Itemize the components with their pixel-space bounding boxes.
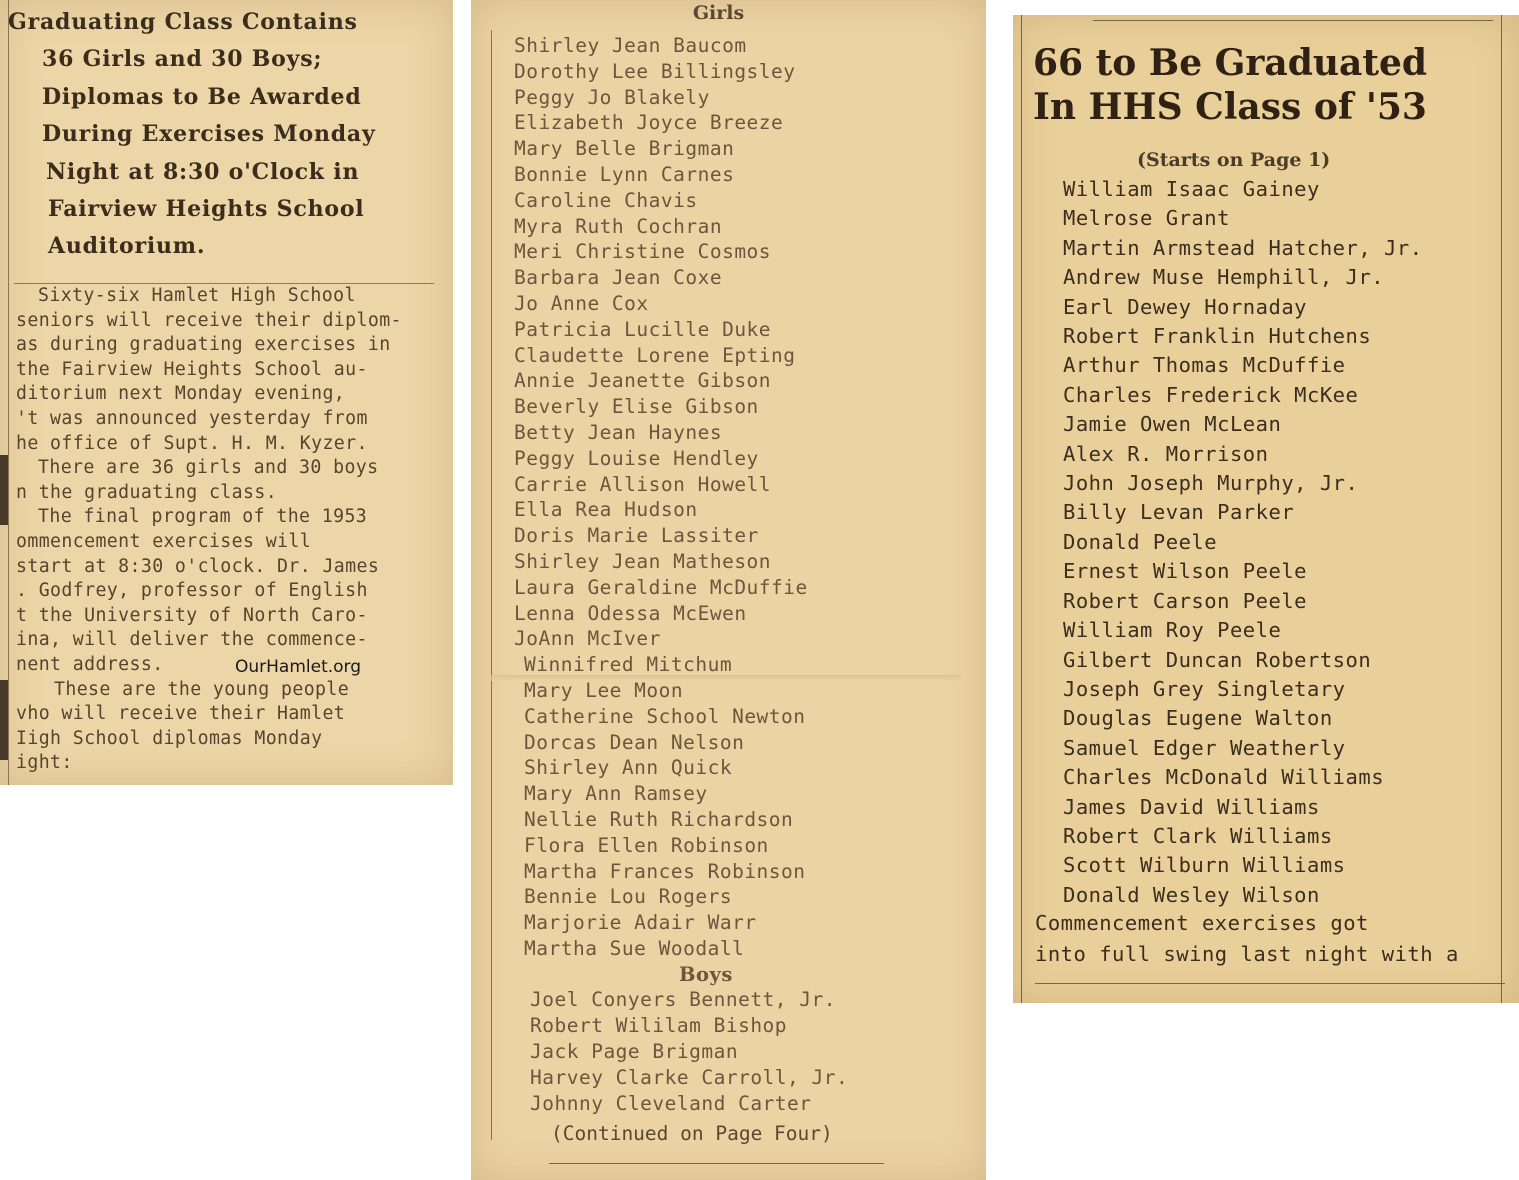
body-line: The final program of the 1953 xyxy=(38,506,368,528)
body-line: into full swing last night with a xyxy=(1035,942,1459,966)
boy-name: Martin Armstead Hatcher, Jr. xyxy=(1063,235,1423,260)
body-line: as during graduating exercises in xyxy=(16,334,391,356)
headline-line: Auditorium. xyxy=(48,233,206,260)
boy-name: Scott Wilburn Williams xyxy=(1063,853,1346,878)
boy-name: Jack Page Brigman xyxy=(530,1040,739,1064)
boy-name: Charles McDonald Williams xyxy=(1063,765,1385,790)
headline-line: In HHS Class of '53 xyxy=(1033,86,1427,128)
girl-name: Ella Rea Hudson xyxy=(514,498,698,522)
boy-name: Samuel Edger Weatherly xyxy=(1063,735,1346,760)
headline-line: During Exercises Monday xyxy=(42,121,376,148)
boy-name: Billy Levan Parker xyxy=(1063,500,1295,525)
girl-name: Laura Geraldine McDuffie xyxy=(514,575,808,599)
girl-name: Mary Belle Brigman xyxy=(514,137,735,161)
girl-name: Shirley Jean Matheson xyxy=(514,549,772,573)
boy-name: Robert Wililam Bishop xyxy=(530,1014,788,1038)
body-line: he office of Supt. H. M. Kyzer. xyxy=(16,432,368,454)
girl-name: Lenna Odessa McEwen xyxy=(514,601,747,625)
headline-line: Night at 8:30 o'Clock in xyxy=(46,158,360,185)
boys-list-continued xyxy=(1063,175,1423,910)
girls-list xyxy=(514,33,848,1116)
clipping-right xyxy=(1013,15,1519,1003)
boy-name: James David Williams xyxy=(1063,794,1320,819)
girl-name: Mary Lee Moon xyxy=(524,678,684,702)
girl-name: Martha Sue Woodall xyxy=(524,936,745,960)
boy-name: Robert Carson Peele xyxy=(1063,588,1307,613)
clipping-left xyxy=(0,0,453,785)
girl-name: Jo Anne Cox xyxy=(514,291,649,315)
body-line: Commencement exercises got xyxy=(1035,911,1369,935)
girl-name: Elizabeth Joyce Breeze xyxy=(514,111,784,135)
girl-name: Peggy Louise Hendley xyxy=(514,446,759,470)
body-line: start at 8:30 o'clock. Dr. James xyxy=(16,555,380,577)
boy-name: William Isaac Gainey xyxy=(1063,177,1320,201)
boy-name: Melrose Grant xyxy=(1063,206,1230,231)
girl-name: Dorcas Dean Nelson xyxy=(524,730,745,754)
girl-name: Claudette Lorene Epting xyxy=(514,343,796,367)
body-line: Sixty-six Hamlet High School xyxy=(38,285,356,306)
boy-name: Arthur Thomas McDuffie xyxy=(1063,353,1346,378)
girl-name: Meri Christine Cosmos xyxy=(514,240,772,264)
boy-name: Joel Conyers Bennett, Jr. xyxy=(530,988,836,1012)
body-line: ditorium next Monday evening, xyxy=(16,383,346,405)
headline-line: Graduating Class Contains xyxy=(8,9,358,35)
girl-name: Bennie Lou Rogers xyxy=(524,885,733,909)
divider xyxy=(1035,983,1505,984)
boy-name: Ernest Wilson Peele xyxy=(1063,559,1307,584)
headline-line: Diplomas to Be Awarded xyxy=(42,83,362,110)
column-rule xyxy=(8,0,9,785)
girl-name: Carrie Allison Howell xyxy=(514,472,772,496)
boy-name: Gilbert Duncan Robertson xyxy=(1063,647,1372,672)
girl-name: Shirley Ann Quick xyxy=(524,756,733,780)
girl-name: Myra Ruth Cochran xyxy=(514,214,723,238)
boy-name: Harvey Clarke Carroll, Jr. xyxy=(530,1065,849,1089)
headline-line: 36 Girls and 30 Boys; xyxy=(42,46,323,73)
boy-name: Earl Dewey Hornaday xyxy=(1063,294,1307,319)
headline-line: 66 to Be Graduated xyxy=(1033,42,1428,84)
boy-name: William Roy Peele xyxy=(1063,618,1282,643)
boy-name: John Joseph Murphy, Jr. xyxy=(1063,471,1359,496)
girl-name: Patricia Lucille Duke xyxy=(514,317,772,341)
body-line: There are 36 girls and 30 boys xyxy=(38,457,379,479)
boy-name: Jamie Owen McLean xyxy=(1063,412,1282,437)
closing-paragraph xyxy=(1035,908,1459,970)
boys-heading: Boys xyxy=(679,962,733,986)
headline-deck xyxy=(8,4,394,266)
body-line: ight: xyxy=(16,752,73,774)
girl-name: Mary Ann Ramsey xyxy=(524,782,708,806)
headline-line: Fairview Heights School xyxy=(48,196,365,223)
starts-note: (Starts on Page 1) xyxy=(1137,149,1331,171)
column-rule xyxy=(1501,15,1502,1003)
girl-name: Beverly Elise Gibson xyxy=(514,395,759,419)
boy-name: Donald Peele xyxy=(1063,529,1218,554)
girl-name: Dorothy Lee Billingsley xyxy=(514,59,796,83)
divider xyxy=(549,1163,884,1164)
divider xyxy=(1093,20,1493,21)
girl-name: Bonnie Lynn Carnes xyxy=(514,162,735,186)
boy-name: Charles Frederick McKee xyxy=(1063,382,1359,407)
body-line: ina, will deliver the commence- xyxy=(16,629,368,651)
watermark: OurHamlet.org xyxy=(235,657,362,677)
girl-name: Caroline Chavis xyxy=(514,188,698,212)
boy-name: Donald Wesley Wilson xyxy=(1063,882,1320,907)
boy-name: Robert Franklin Hutchens xyxy=(1063,324,1372,349)
girl-name: Martha Frances Robinson xyxy=(524,859,806,883)
girl-name: Barbara Jean Coxe xyxy=(514,266,723,290)
page-edge-shadow xyxy=(0,680,8,760)
body-line: nent address. xyxy=(16,653,164,675)
body-line: . Godfrey, professor of English xyxy=(16,580,368,602)
boy-name: Douglas Eugene Walton xyxy=(1063,706,1333,731)
body-line: the Fairview Heights School au- xyxy=(16,358,368,380)
article-body xyxy=(16,284,426,776)
girl-name: Marjorie Adair Warr xyxy=(524,911,757,935)
boy-name: Johnny Cleveland Carter xyxy=(530,1091,812,1115)
continued-note: (Continued on Page Four) xyxy=(551,1122,833,1145)
girl-name: Annie Jeanette Gibson xyxy=(514,369,772,393)
body-line: 't was announced yesterday from xyxy=(16,407,368,429)
body-line: t the University of North Caro- xyxy=(16,604,368,626)
body-line: seniors will receive their diplom- xyxy=(16,309,402,331)
page-edge-shadow xyxy=(0,455,8,525)
clipping-middle xyxy=(471,0,986,1180)
body-line: These are the young people xyxy=(54,678,350,700)
girl-name: Catherine School Newton xyxy=(524,704,806,728)
girls-heading: Girls xyxy=(692,2,745,24)
boy-name: Alex R. Morrison xyxy=(1063,441,1269,466)
headline xyxy=(1033,41,1427,129)
girl-name: Nellie Ruth Richardson xyxy=(524,807,794,831)
girl-name: Shirley Jean Baucom xyxy=(514,34,747,57)
girl-name: Betty Jean Haynes xyxy=(514,420,723,444)
body-line: n the graduating class. xyxy=(16,481,278,503)
body-line: ommencement exercises will xyxy=(16,530,312,552)
girl-name: Flora Ellen Robinson xyxy=(524,833,769,857)
body-line: Iigh School diplomas Monday xyxy=(16,727,323,749)
boy-name: Andrew Muse Hemphill, Jr. xyxy=(1063,265,1385,290)
girl-name: Peggy Jo Blakely xyxy=(514,85,710,109)
girl-name: Doris Marie Lassiter xyxy=(514,524,759,548)
boy-name: Robert Clark Williams xyxy=(1063,823,1333,848)
girl-name: Winnifred Mitchum xyxy=(524,653,733,677)
girl-name: JoAnn McIver xyxy=(514,627,661,651)
column-rule xyxy=(1021,15,1022,1003)
body-line: vho will receive their Hamlet xyxy=(16,703,346,725)
column-rule xyxy=(491,30,492,1140)
boy-name: Joseph Grey Singletary xyxy=(1063,676,1346,701)
